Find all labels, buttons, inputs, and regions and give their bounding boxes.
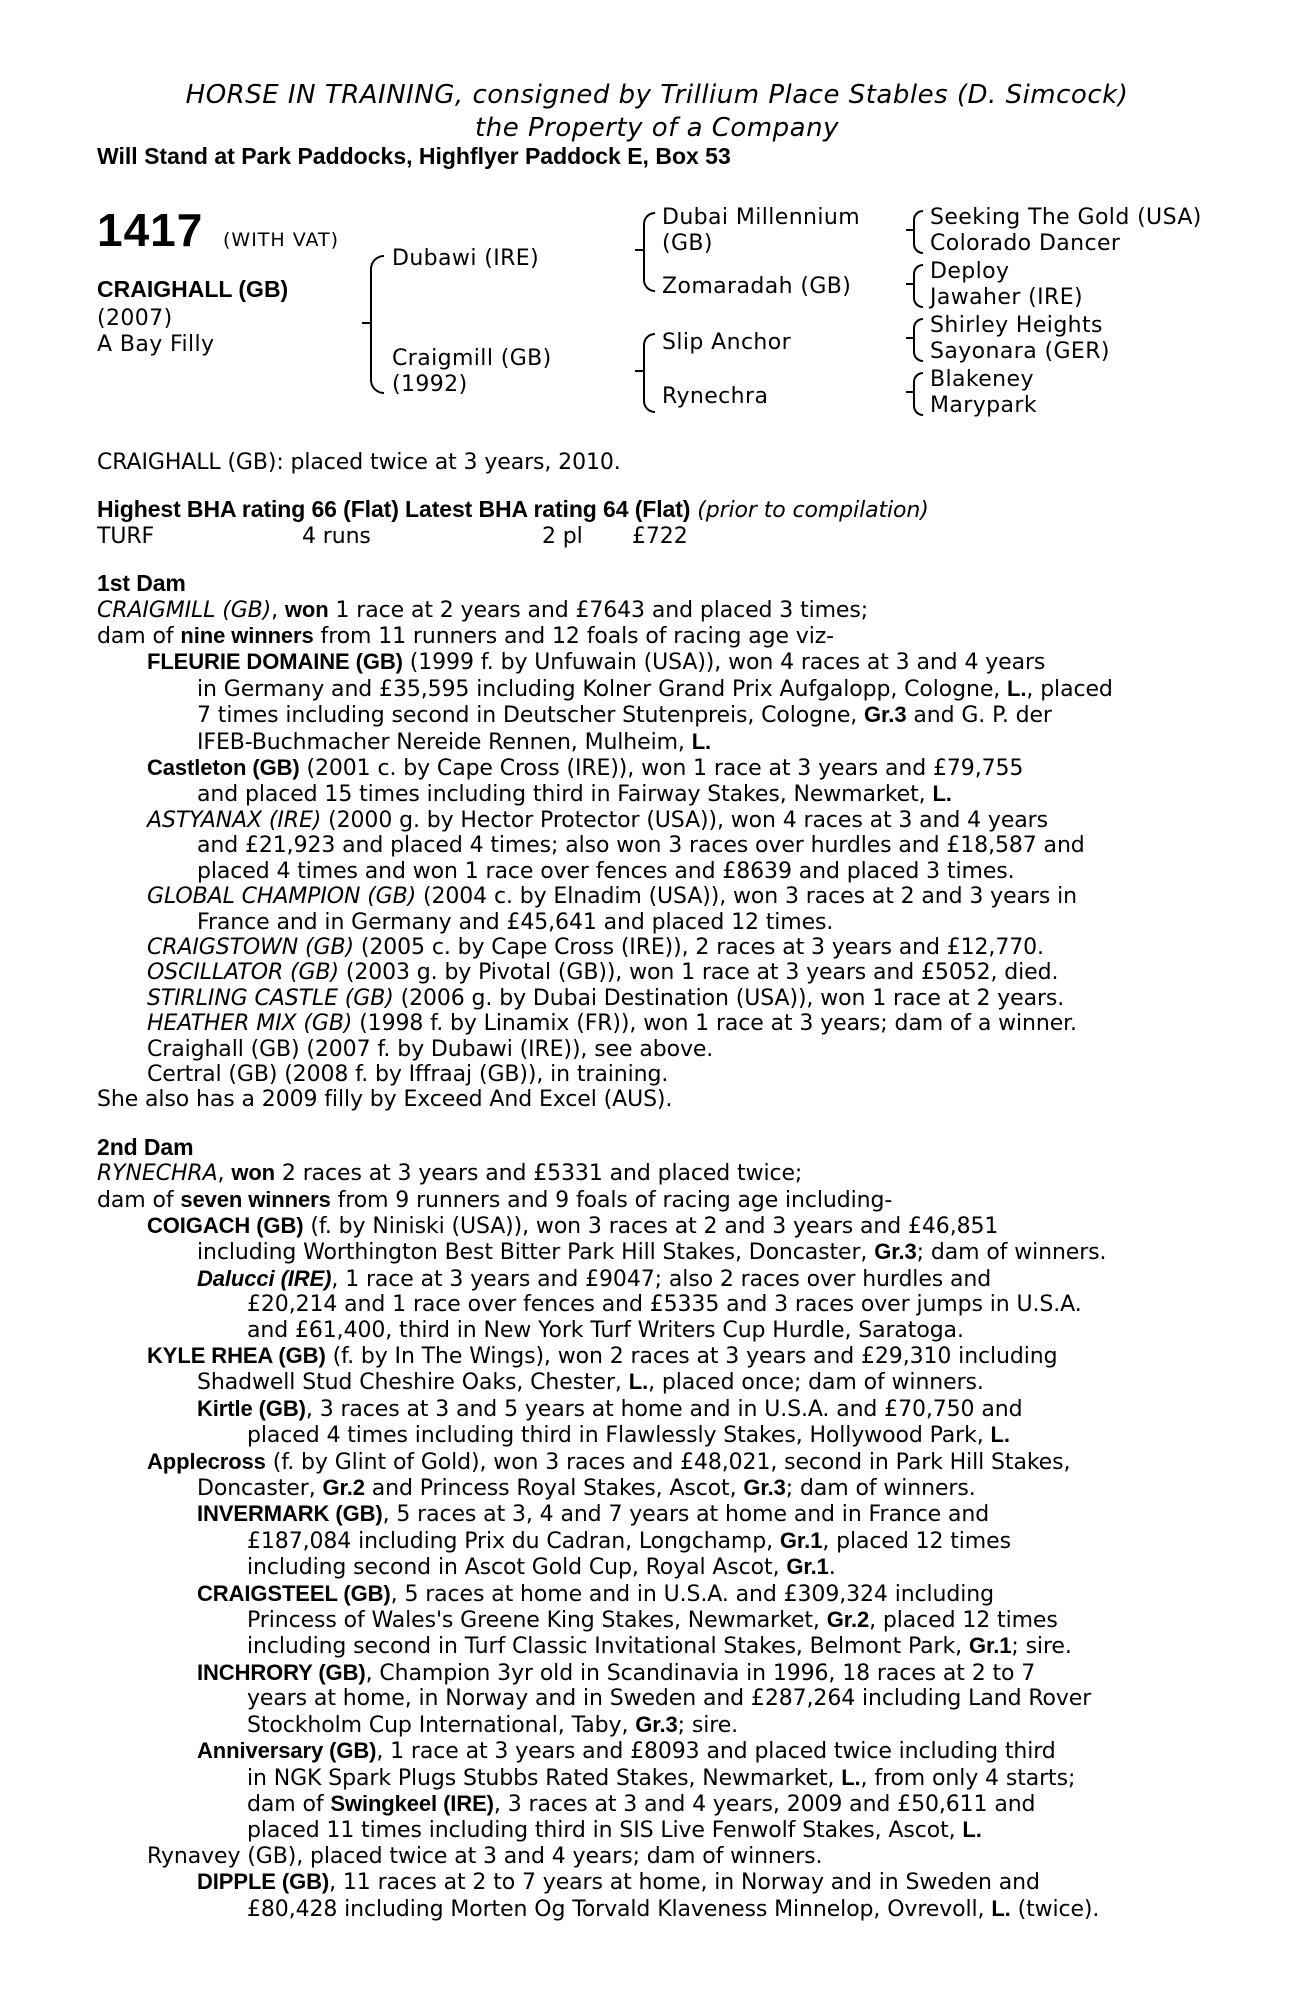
emphasis-bold: Gr.2 [322, 1475, 365, 1501]
property-line: the Property of a Company [475, 113, 839, 143]
race-record-placed: 2 pl [542, 523, 583, 549]
emphasis-bold: Gr.3 [864, 702, 907, 728]
second-dam-produce-line: DIPPLE (GB), 11 races at 2 to 7 years at home, in Norway and in Sweden and [197, 1869, 1040, 1896]
pedigree-dam: Craigmill (GB) [392, 346, 552, 371]
first-dam-produce-line: HEATHER MIX (GB) (1998 f. by Linamix (FR)), won 1 race at 3 years; dam of a winner. [147, 1011, 1077, 1037]
emphasis-bold: nine winners [180, 623, 314, 649]
first-dam-produce [97, 649, 1207, 1087]
emphasis-italic: ASTYANAX (IRE) [147, 807, 322, 833]
pedigree-brace-dd [913, 372, 923, 416]
second-dam-produce-line: in NGK Spark Plugs Stubbs Rated Stakes, Newmarket, L., from only 4 starts; [247, 1764, 1076, 1791]
bha-rating [97, 497, 1207, 523]
consignor-line: HORSE IN TRAINING, consigned by Trillium Place Stables (D. Simcock) [185, 80, 1129, 110]
pedigree-brace-sire-point [635, 249, 643, 251]
pedigree-brace-dd-point [906, 391, 914, 393]
first-dam-heading: 1st Dam [97, 570, 186, 597]
first-dam-produce-line: placed 4 times and won 1 race over fences and £8639 and placed 3 times. [197, 858, 1015, 884]
emphasis-bold: L. [990, 1422, 1010, 1448]
first-dam-produce-line: IFEB-Buchmacher Nereide Rennen, Mulheim, L. [197, 728, 712, 755]
emphasis-bold: Gr.3 [874, 1239, 917, 1265]
second-dam-produce-line: including second in Turf Classic Invitational Stakes, Belmont Park, Gr.1; sire. [247, 1633, 1072, 1660]
pedigree-dam-sire: Slip Anchor [662, 330, 792, 355]
emphasis-bold: Gr.1 [779, 1527, 823, 1553]
emphasis-bold: COIGACH (GB) [147, 1212, 304, 1238]
second-dam-produce-line: KYLE RHEA (GB) (f. by In The Wings), won 2 races at 3 years and £29,310 including [147, 1343, 1058, 1369]
pedigree-brace-sd [913, 264, 923, 308]
first-dam-produce-line: and placed 15 times including third in Fairway Stakes, Newmarket, L. [197, 781, 952, 808]
pedigree-dd-sire: Blakeney [930, 367, 1034, 392]
pedigree-brace-sd-point [906, 283, 914, 285]
foaling-year: (2007) [97, 306, 173, 331]
first-dam-produce-line: FLEURIE DOMAINE (GB) (1999 f. by Unfuwain (USA)), won 4 races at 3 and 4 years [147, 649, 1046, 676]
first-dam-closing: She also has a 2009 filly by Exceed And Excel (AUS). [97, 1087, 673, 1113]
emphasis-bold: Gr.1 [968, 1633, 1012, 1659]
pedigree-brace-ds [913, 318, 923, 362]
second-dam-produce [97, 1213, 1207, 1922]
emphasis-bold: Gr.1 [786, 1554, 829, 1580]
pedigree-dam-dam: Rynechra [662, 384, 769, 409]
pedigree-brace-dam [643, 333, 655, 413]
emphasis-bold: INVERMARK (GB) [197, 1501, 383, 1527]
pedigree-dd-dam: Marypark [930, 393, 1037, 418]
emphasis-bold: L. [1007, 675, 1027, 701]
location-line: Will Stand at Park Paddocks, Highflyer Paddock E, Box 53 [97, 143, 731, 169]
emphasis-italic: STIRLING CASTLE (GB) [147, 985, 394, 1011]
second-dam-produce-line: and £61,400, third in New York Turf Writers Cup Hurdle, Saratoga. [247, 1317, 964, 1343]
second-dam-produce-line: Stockholm Cup International, Taby, Gr.3; sire. [247, 1711, 739, 1738]
second-dam-produce-line: Kirtle (GB), 3 races at 3 and 5 years at home and in U.S.A. and £70,750 and [197, 1395, 1023, 1422]
emphasis-italic: CRAIGSTOWN (GB) [147, 934, 354, 960]
emphasis-bold: L. [962, 1817, 982, 1843]
first-dam-produce-line: GLOBAL CHAMPION (GB) (2004 c. by Elnadim (USA)), won 3 races at 2 and 3 years in [147, 884, 1077, 910]
pedigree-ds-dam: Sayonara (GER) [930, 339, 1110, 364]
second-dam-produce-line: including Worthington Best Bitter Park Hill Stakes, Doncaster, Gr.3; dam of winners. [197, 1239, 1107, 1266]
horse-name: CRAIGHALL (GB) [97, 276, 289, 302]
second-dam-produce-line: Doncaster, Gr.2 and Princess Royal Stakes, Ascot, Gr.3; dam of winners. [197, 1475, 976, 1502]
second-dam-produce-line: Rynavey (GB), placed twice at 3 and 4 years; dam of winners. [147, 1843, 823, 1869]
second-dam-produce-line: dam of Swingkeel (IRE), 3 races at 3 and 4 years, 2009 and £50,611 and [247, 1790, 1036, 1817]
second-dam-intro [97, 1160, 1207, 1213]
second-dam-produce-line: Princess of Wales's Greene King Stakes, Newmarket, Gr.2, placed 12 times [247, 1607, 1058, 1634]
first-dam-produce-line: Certral (GB) (2008 f. by Iffraaj (GB)), in training. [147, 1061, 669, 1087]
emphasis-bold: DIPPLE (GB) [197, 1869, 330, 1895]
vat-note: (WITH VAT) [223, 229, 340, 251]
emphasis-bold: won [284, 596, 329, 622]
emphasis-bold: seven winners [180, 1186, 331, 1212]
second-dam-produce-line: INVERMARK (GB), 5 races at 3, 4 and 7 years at home and in France and [197, 1501, 990, 1528]
emphasis-bold: FLEURIE DOMAINE (GB) [147, 649, 403, 675]
emphasis-bold: CRAIGSTEEL (GB) [197, 1580, 391, 1606]
first-dam-produce-line: CRAIGSTOWN (GB) (2005 c. by Cape Cross (IRE)), 2 races at 3 years and £12,770. [147, 934, 1044, 960]
emphasis-bold: L. [991, 1895, 1011, 1921]
second-dam-produce-line: CRAIGSTEEL (GB), 5 races at home and in U.S.A. and £309,324 including [197, 1580, 994, 1607]
emphasis-bold: L. [932, 781, 952, 807]
pedigree-ss-sire: Seeking The Gold (USA) [930, 205, 1202, 230]
first-dam-produce-line: ASTYANAX (IRE) (2000 g. by Hector Protector (USA)), won 4 races at 3 and 4 years [147, 807, 1048, 833]
pedigree-sd-dam: Jawaher (IRE) [930, 285, 1084, 310]
lot-number: 1417 [97, 204, 204, 256]
pedigree-dam-year: (1992) [392, 372, 468, 397]
pedigree-brace-dam-point [635, 370, 643, 372]
emphasis-bold: INCHRORY (GB) [197, 1659, 366, 1685]
second-dam-heading: 2nd Dam [97, 1133, 194, 1160]
second-dam-produce-line: Anniversary (GB), 1 race at 3 years and £8093 and placed twice including third [197, 1738, 1056, 1765]
emphasis-bold: Swingkeel (IRE) [330, 1790, 494, 1816]
emphasis-italic: CRAIGMILL (GB) [97, 597, 272, 623]
catalogue-text [97, 450, 1207, 1922]
first-dam-produce-line: and £21,923 and placed 4 times; also won 3 races over hurdles and £18,587 and [197, 833, 1085, 859]
emphasis-italic: GLOBAL CHAMPION (GB) [147, 884, 417, 910]
first-dam-produce-line: 7 times including second in Deutscher Stutenpreis, Cologne, Gr.3 and G. P. der [197, 702, 1052, 729]
race-summary: CRAIGHALL (GB): placed twice at 3 years, 2010. [97, 450, 621, 475]
emphasis-bold: L. [691, 728, 712, 754]
first-dam-produce-line: STIRLING CASTLE (GB) (2006 g. by Dubai Destination (USA)), won 1 race at 2 years. [147, 985, 1065, 1011]
first-dam-produce-line: OSCILLATOR (GB) (2003 g. by Pivotal (GB)), won 1 race at 3 years and £5052, died. [147, 960, 1059, 986]
second-dam-produce-line: £80,428 including Morten Og Torvald Klaveness Minnelop, Ovrevoll, L. (twice). [247, 1895, 1100, 1922]
first-dam-produce-line: in Germany and £35,595 including Kolner Grand Prix Aufgalopp, Cologne, L., placed [197, 675, 1113, 702]
second-dam-produce-line: Dalucci (IRE), 1 race at 3 years and £9047; also 2 races over hurdles and [197, 1265, 992, 1292]
pedigree-sire-sire-country: (GB) [662, 231, 713, 256]
pedigree-sire-dam: Zomaradah (GB) [662, 274, 852, 299]
emphasis-bold: Gr.3 [635, 1711, 678, 1737]
race-record-earnings: £722 [632, 523, 688, 549]
first-dam-produce-line: Castleton (GB) (2001 c. by Cape Cross (IRE)), won 1 race at 3 years and £79,755 [147, 755, 1024, 782]
pedigree-brace-ss [913, 210, 923, 254]
second-dam-produce-line: placed 11 times including third in SIS Live Fenwolf Stakes, Ascot, L. [247, 1817, 982, 1844]
pedigree-brace-ds-point [906, 337, 914, 339]
emphasis-bold: L. [841, 1764, 861, 1790]
first-dam-line: dam of nine winners from 11 runners and 12 foals of racing age viz- [97, 623, 834, 650]
second-dam-produce-line: Applecross (f. by Glint of Gold), won 3 races and £48,021, second in Park Hill Stakes, [147, 1448, 1071, 1475]
second-dam-produce-line: years at home, in Norway and in Sweden and £287,264 including Land Rover [247, 1686, 1092, 1712]
emphasis-bold: Kirtle (GB) [197, 1395, 306, 1421]
second-dam-produce-line: COIGACH (GB) (f. by Niniski (USA)), won 3 races at 2 and 3 years and £46,851 [147, 1212, 999, 1239]
emphasis-italic: RYNECHRA [97, 1161, 218, 1187]
second-dam-line: RYNECHRA, won 2 races at 3 years and £5331 and placed twice; [97, 1160, 803, 1187]
second-dam-produce-line: Shadwell Stud Cheshire Oaks, Chester, L., placed once; dam of winners. [197, 1369, 984, 1396]
second-dam-produce-line: £20,214 and 1 race over fences and £5335 and 3 races over jumps in U.S.A. [247, 1292, 1082, 1318]
emphasis-bold: KYLE RHEA (GB) [147, 1343, 326, 1368]
pedigree-ss-dam: Colorado Dancer [930, 231, 1121, 256]
second-dam-line: dam of seven winners from 9 runners and 9 foals of racing age including- [97, 1186, 893, 1213]
second-dam-produce-line: placed 4 times including third in Flawlessly Stakes, Hollywood Park, L. [247, 1422, 1010, 1449]
bha-rating-text: Highest BHA rating 66 (Flat) Latest BHA rating 64 (Flat) [97, 496, 691, 523]
second-dam-produce-line: £187,084 including Prix du Cadran, Longchamp, Gr.1, placed 12 times [247, 1527, 1011, 1554]
pedigree-sd-sire: Deploy [930, 259, 1010, 284]
emphasis-bold: won [231, 1160, 276, 1186]
emphasis-bold: Gr.2 [826, 1607, 870, 1633]
pedigree-sire: Dubawi (IRE) [392, 246, 540, 271]
emphasis-italic: HEATHER MIX (GB) [147, 1011, 353, 1037]
pedigree-brace-sire [643, 212, 655, 292]
race-record [97, 524, 1207, 549]
emphasis-italic: OSCILLATOR (GB) [147, 960, 339, 986]
emphasis-bold: L. [628, 1369, 649, 1395]
race-record-surface: TURF [97, 523, 155, 549]
emphasis-bold: Applecross [147, 1448, 266, 1474]
bha-rating-note: (prior to compilation) [697, 498, 929, 524]
race-record-runs: 4 runs [302, 523, 371, 549]
emphasis-bold: Dalucci (IRE) [197, 1265, 332, 1291]
emphasis-bold: Anniversary (GB) [197, 1738, 377, 1764]
first-dam-intro [97, 597, 1207, 650]
horse-description: A Bay Filly [97, 332, 215, 357]
second-dam-produce-line: including second in Ascot Gold Cup, Royal Ascot, Gr.1. [247, 1554, 836, 1581]
pedigree-sire-sire: Dubai Millennium [662, 205, 861, 230]
first-dam-line: CRAIGMILL (GB), won 1 race at 2 years and £7643 and placed 3 times; [97, 596, 869, 623]
pedigree-ds-sire: Shirley Heights [930, 313, 1103, 338]
second-dam-produce-line: INCHRORY (GB), Champion 3yr old in Scandinavia in 1996, 18 races at 2 to 7 [197, 1659, 1036, 1686]
pedigree-brace-gen1-point [362, 322, 370, 324]
first-dam-produce-line: Craighall (GB) (2007 f. by Dubawi (IRE)), see above. [147, 1036, 714, 1062]
pedigree-brace-ss-point [906, 229, 914, 231]
emphasis-bold: Gr.3 [743, 1475, 786, 1501]
pedigree-brace-gen1 [370, 255, 384, 394]
emphasis-bold: Castleton (GB) [147, 755, 300, 781]
first-dam-produce-line: France and in Germany and £45,641 and placed 12 times. [197, 909, 834, 935]
